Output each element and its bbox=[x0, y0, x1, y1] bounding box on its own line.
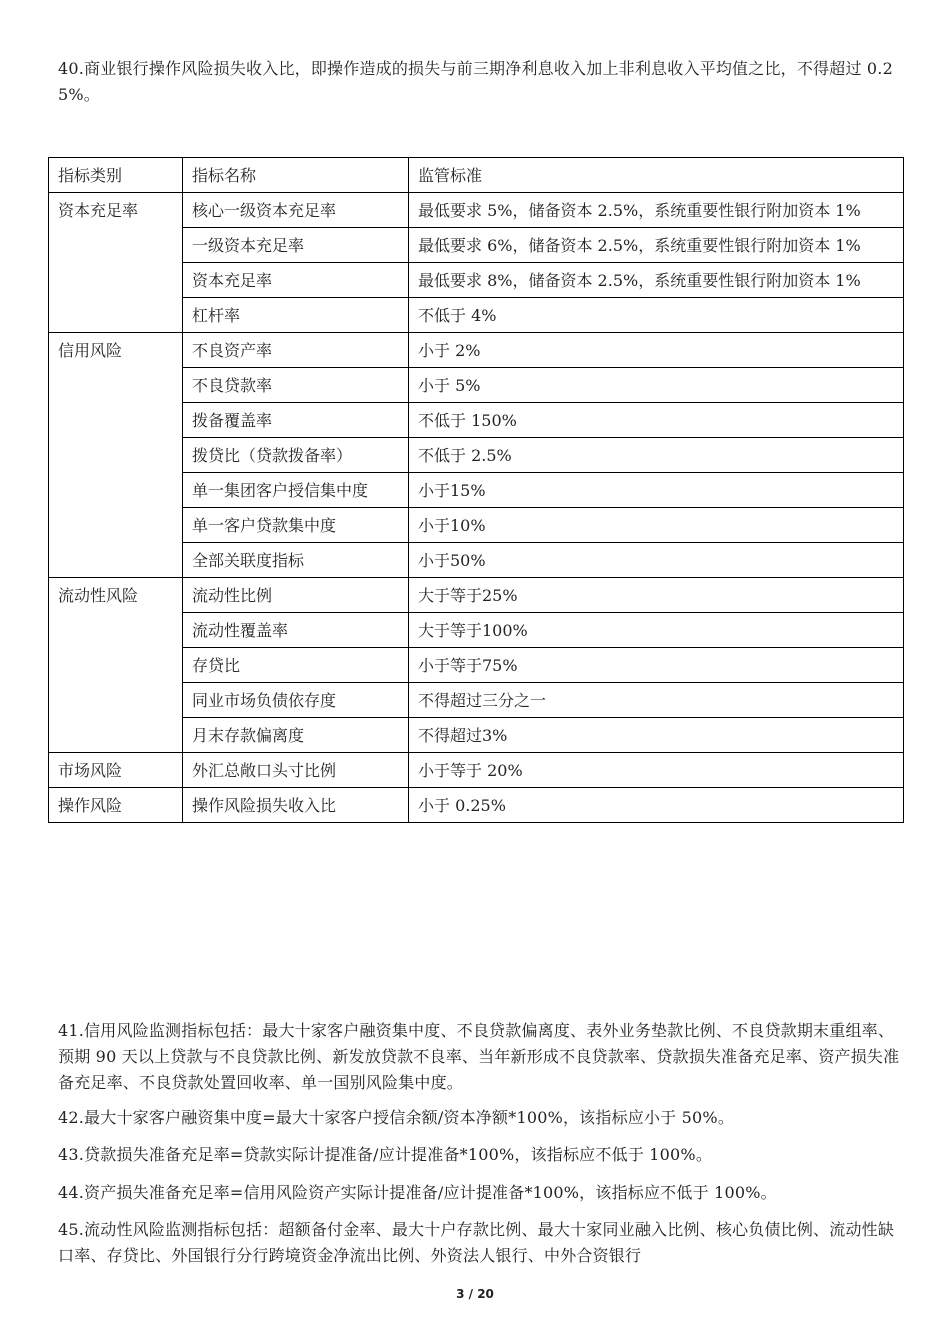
cell-standard: 小于等于 20% bbox=[409, 753, 904, 788]
cell-standard: 小于 2% bbox=[409, 333, 904, 368]
cell-standard: 小于15% bbox=[409, 473, 904, 508]
cell-indicator-name: 外汇总敞口头寸比例 bbox=[183, 753, 409, 788]
header-category: 指标类别 bbox=[49, 158, 183, 193]
cell-indicator-name: 拨备覆盖率 bbox=[183, 403, 409, 438]
header-indicator-name: 指标名称 bbox=[183, 158, 409, 193]
table-row bbox=[49, 753, 904, 788]
cell-indicator-name: 单一集团客户授信集中度 bbox=[183, 473, 409, 508]
table-row bbox=[49, 578, 904, 613]
cell-indicator-name: 全部关联度指标 bbox=[183, 543, 409, 578]
cell-category: 流动性风险 bbox=[49, 578, 183, 753]
paragraph-40: 40.商业银行操作风险损失收入比，即操作造成的损失与前三期净利息收入加上非利息收入平均值之比，不得超过 0.25%。 bbox=[58, 59, 893, 104]
page-number-total: 20 bbox=[477, 1287, 494, 1301]
paragraph-45: 45.流动性风险监测指标包括：超额备付金率、最大十户存款比例、最大十家同业融入比例、核心负债比例、流动性缺口率、存贷比、外国银行分行跨境资金净流出比例、外资法人银行、中外合资银行 bbox=[58, 1220, 895, 1265]
cell-indicator-name: 拨贷比（贷款拨备率） bbox=[183, 438, 409, 473]
table-header-row bbox=[49, 158, 904, 193]
cell-standard: 小于等于75% bbox=[409, 648, 904, 683]
cell-standard: 小于50% bbox=[409, 543, 904, 578]
cell-standard: 最低要求 8%，储备资本 2.5%，系统重要性银行附加资本 1% bbox=[409, 263, 904, 298]
cell-indicator-name: 核心一级资本充足率 bbox=[183, 193, 409, 228]
cell-category: 资本充足率 bbox=[49, 193, 183, 333]
regulatory-indicator-table bbox=[48, 157, 904, 823]
paragraph-44: 44.资产损失准备充足率=信用风险资产实际计提准备/应计提准备*100%，该指标应不低于 100%。 bbox=[58, 1183, 777, 1202]
cell-standard: 小于10% bbox=[409, 508, 904, 543]
table-row bbox=[49, 193, 904, 228]
cell-indicator-name: 一级资本充足率 bbox=[183, 228, 409, 263]
cell-indicator-name: 月末存款偏离度 bbox=[183, 718, 409, 753]
cell-standard: 大于等于100% bbox=[409, 613, 904, 648]
cell-standard: 不低于 2.5% bbox=[409, 438, 904, 473]
cell-indicator-name: 杠杆率 bbox=[183, 298, 409, 333]
cell-standard: 不低于 4% bbox=[409, 298, 904, 333]
cell-indicator-name: 存贷比 bbox=[183, 648, 409, 683]
header-standard: 监管标准 bbox=[409, 158, 904, 193]
cell-standard: 最低要求 5%，储备资本 2.5%，系统重要性银行附加资本 1% bbox=[409, 193, 904, 228]
cell-standard: 不低于 150% bbox=[409, 403, 904, 438]
cell-indicator-name: 流动性比例 bbox=[183, 578, 409, 613]
cell-indicator-name: 资本充足率 bbox=[183, 263, 409, 298]
cell-category: 操作风险 bbox=[49, 788, 183, 823]
paragraph-42: 42.最大十家客户融资集中度=最大十家客户授信余额/资本净额*100%，该指标应小于 50%。 bbox=[58, 1108, 735, 1127]
cell-indicator-name: 流动性覆盖率 bbox=[183, 613, 409, 648]
page-number-current: 3 bbox=[456, 1287, 465, 1301]
cell-indicator-name: 操作风险损失收入比 bbox=[183, 788, 409, 823]
cell-standard: 大于等于25% bbox=[409, 578, 904, 613]
cell-indicator-name: 单一客户贷款集中度 bbox=[183, 508, 409, 543]
cell-indicator-name: 不良资产率 bbox=[183, 333, 409, 368]
page-footer bbox=[0, 1287, 950, 1301]
cell-standard: 不得超过三分之一 bbox=[409, 683, 904, 718]
cell-indicator-name: 同业市场负债依存度 bbox=[183, 683, 409, 718]
cell-category: 信用风险 bbox=[49, 333, 183, 578]
cell-standard: 最低要求 6%，储备资本 2.5%，系统重要性银行附加资本 1% bbox=[409, 228, 904, 263]
cell-category: 市场风险 bbox=[49, 753, 183, 788]
cell-standard: 小于 5% bbox=[409, 368, 904, 403]
paragraph-41: 41.信用风险监测指标包括：最大十家客户融资集中度、不良贷款偏离度、表外业务垫款比例、不良贷款期末重组率、预期 90 天以上贷款与不良贷款比例、新发放贷款不良率、当年新形成不良贷款率、贷款损失准备充足率、资产损失准备充足率、不良贷款处置回收率、单一国别风险集中度。 bbox=[58, 1021, 900, 1092]
cell-standard: 小于 0.25% bbox=[409, 788, 904, 823]
cell-indicator-name: 不良贷款率 bbox=[183, 368, 409, 403]
cell-standard: 不得超过3% bbox=[409, 718, 904, 753]
paragraph-43: 43.贷款损失准备充足率=贷款实际计提准备/应计提准备*100%，该指标应不低于 100%。 bbox=[58, 1145, 713, 1164]
table-row bbox=[49, 333, 904, 368]
table-row bbox=[49, 788, 904, 823]
page-number-separator: / bbox=[468, 1287, 474, 1301]
